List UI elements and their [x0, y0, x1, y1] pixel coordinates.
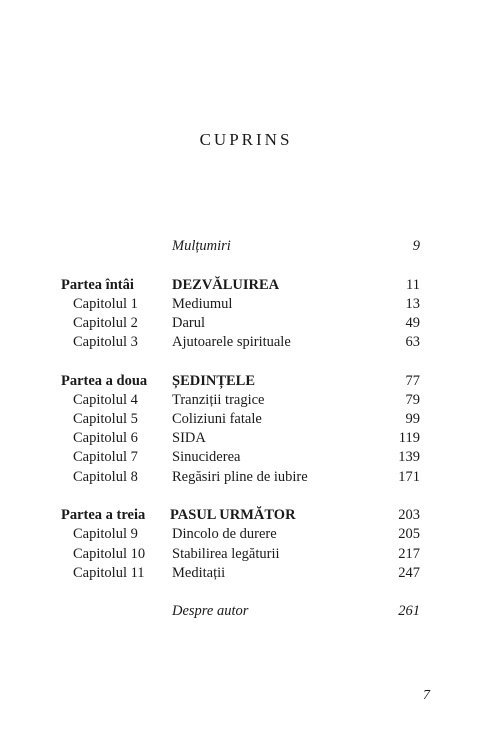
chapter-title: SIDA [172, 430, 206, 446]
chapter-title: Regăsiri pline de iubire [172, 469, 308, 485]
chapter-title: Darul [172, 315, 206, 331]
toc-chapter-10[interactable] [0, 545, 492, 564]
part-title: PASUL URMĂTOR [170, 507, 296, 523]
toc-chapter-2[interactable] [0, 314, 492, 333]
chapter-page: 49 [405, 315, 420, 331]
chapter-label: Capitolul 10 [73, 546, 146, 562]
chapter-label: Capitolul 4 [73, 392, 138, 408]
chapter-page: 13 [405, 296, 420, 312]
part-page: 203 [398, 507, 420, 523]
chapter-label: Capitolul 7 [73, 449, 138, 465]
chapter-page: 119 [398, 430, 420, 446]
chapter-title: Sinuciderea [172, 449, 241, 465]
toc-chapter-1[interactable] [0, 295, 492, 314]
chapter-page: 139 [398, 449, 420, 465]
part-label: Partea a treia [61, 507, 146, 523]
toc-part-2[interactable] [0, 372, 492, 391]
chapter-page: 99 [405, 411, 420, 427]
part-label: Partea întâi [61, 277, 134, 293]
part-page: 11 [406, 277, 420, 293]
toc-chapter-11[interactable] [0, 564, 492, 583]
entry-page: 261 [398, 603, 420, 619]
toc-part-3[interactable] [0, 506, 492, 525]
entry-title: Despre autor [172, 603, 249, 619]
chapter-label: Capitolul 3 [73, 334, 138, 350]
chapter-label: Capitolul 5 [73, 411, 138, 427]
chapter-title: Dincolo de durere [172, 526, 277, 542]
page-title: CUPRINS [199, 130, 293, 149]
part-label: Partea a doua [61, 373, 148, 389]
chapter-title: Ajutoarele spirituale [172, 334, 291, 350]
entry-page: 9 [412, 238, 420, 254]
chapter-title: Coliziuni fatale [172, 411, 262, 427]
toc-entry-front[interactable] [0, 237, 492, 256]
entry-title: Mulțumiri [172, 238, 231, 254]
toc-chapter-4[interactable] [0, 391, 492, 410]
toc-chapter-5[interactable] [0, 410, 492, 429]
chapter-page: 79 [405, 392, 420, 408]
toc-chapter-8[interactable] [0, 468, 492, 487]
chapter-label: Capitolul 6 [73, 430, 138, 446]
chapter-title: Mediumul [172, 296, 233, 312]
chapter-page: 247 [398, 565, 420, 581]
toc-entry-back[interactable] [0, 602, 492, 621]
toc-chapter-3[interactable] [0, 333, 492, 352]
chapter-page: 217 [398, 546, 420, 562]
toc-chapter-6[interactable] [0, 429, 492, 448]
chapter-label: Capitolul 9 [73, 526, 138, 542]
chapter-label: Capitolul 2 [73, 315, 138, 331]
toc-part-1[interactable] [0, 276, 492, 295]
chapter-page: 205 [398, 526, 420, 542]
chapter-page: 171 [398, 469, 420, 485]
toc-chapter-9[interactable] [0, 525, 492, 544]
chapter-label: Capitolul 11 [73, 565, 145, 581]
chapter-title: Meditații [172, 565, 226, 581]
part-title: ȘEDINȚELE [172, 373, 256, 389]
chapter-title: Stabilirea legăturii [172, 546, 280, 562]
part-page: 77 [405, 373, 420, 389]
part-title: DEZVĂLUIREA [172, 277, 280, 293]
chapter-label: Capitolul 1 [73, 296, 138, 312]
page-number: 7 [423, 688, 430, 703]
chapter-title: Tranziții tragice [172, 392, 265, 408]
chapter-page: 63 [405, 334, 420, 350]
toc-chapter-7[interactable] [0, 448, 492, 467]
chapter-label: Capitolul 8 [73, 469, 138, 485]
